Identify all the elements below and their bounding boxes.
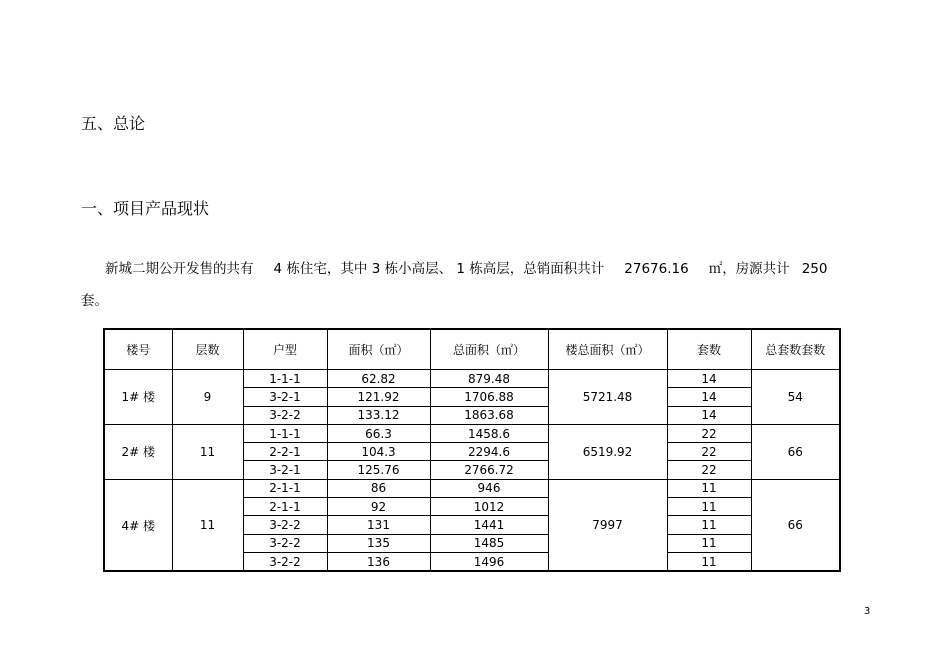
area-unit: ㎡ <box>708 261 723 277</box>
total-units-cell: 54 <box>751 370 840 425</box>
header-total-units: 总套数套数 <box>751 329 840 370</box>
total-units-cell: 66 <box>751 424 840 479</box>
unit-type-cell: 1-1-1 <box>243 370 327 388</box>
unit-count-cell: 14 <box>667 388 751 406</box>
para-text: 栋高层，总销面积共计 <box>469 261 605 277</box>
area-cell: 104.3 <box>327 443 430 461</box>
area-cell: 86 <box>327 479 430 497</box>
total-area-cell: 879.48 <box>430 370 548 388</box>
header-total-area: 总面积（㎡） <box>430 329 548 370</box>
units-table <box>103 328 841 572</box>
area-cell: 133.12 <box>327 406 430 424</box>
building-cell: 2# 楼 <box>104 424 172 479</box>
unit-count-cell: 22 <box>667 461 751 479</box>
area-cell: 135 <box>327 534 430 552</box>
total-area-cell: 1863.68 <box>430 406 548 424</box>
unit-count-cell: 22 <box>667 424 751 442</box>
area-cell: 136 <box>327 552 430 571</box>
para-text: 栋住宅，其中 <box>286 261 368 277</box>
unit-count-cell: 14 <box>667 370 751 388</box>
unit-count-cell: 11 <box>667 552 751 571</box>
summary-paragraph <box>81 253 861 317</box>
header-floors: 层数 <box>172 329 243 370</box>
unit-count-cell: 11 <box>667 516 751 534</box>
total-area-cell: 1441 <box>430 516 548 534</box>
floors-cell: 11 <box>172 479 243 571</box>
para-text: 新城二期公开发售的共有 <box>105 261 254 277</box>
header-area: 面积（㎡） <box>327 329 430 370</box>
para-text: 栋小高层、 <box>384 261 453 277</box>
total-units-cell: 66 <box>751 479 840 571</box>
area-cell: 121.92 <box>327 388 430 406</box>
total-area-cell: 2766.72 <box>430 461 548 479</box>
table-row <box>104 370 840 388</box>
high-rise-count: 1 <box>456 261 465 277</box>
total-area: 27676.16 <box>624 261 689 277</box>
unit-type-cell: 3-2-2 <box>243 516 327 534</box>
building-total-area-cell: 5721.48 <box>548 370 667 425</box>
unit-count-cell: 11 <box>667 534 751 552</box>
unit-count: 250 <box>801 261 828 277</box>
area-cell: 131 <box>327 516 430 534</box>
total-area-cell: 1706.88 <box>430 388 548 406</box>
area-cell: 66.3 <box>327 424 430 442</box>
unit-count-cell: 11 <box>667 479 751 497</box>
table-row <box>104 479 840 497</box>
total-area-cell: 946 <box>430 479 548 497</box>
unit-type-cell: 3-2-2 <box>243 534 327 552</box>
floors-cell: 11 <box>172 424 243 479</box>
unit-type-cell: 2-2-1 <box>243 443 327 461</box>
floors-cell: 9 <box>172 370 243 425</box>
total-area-cell: 1496 <box>430 552 548 571</box>
header-building-total-area: 楼总面积（㎡） <box>548 329 667 370</box>
area-cell: 125.76 <box>327 461 430 479</box>
unit-type-cell: 1-1-1 <box>243 424 327 442</box>
area-cell: 62.82 <box>327 370 430 388</box>
unit-type-cell: 2-1-1 <box>243 498 327 516</box>
building-cell: 1# 楼 <box>104 370 172 425</box>
unit-type-cell: 3-2-2 <box>243 552 327 571</box>
header-unit-type: 户型 <box>243 329 327 370</box>
total-area-cell: 1458.6 <box>430 424 548 442</box>
unit-type-cell: 3-2-1 <box>243 388 327 406</box>
unit-count-cell: 14 <box>667 406 751 424</box>
page-number: 3 <box>864 606 871 617</box>
unit-type-cell: 3-2-2 <box>243 406 327 424</box>
building-total-area-cell: 7997 <box>548 479 667 571</box>
subsection-title: 一、项目产品现状 <box>81 199 210 218</box>
total-area-cell: 1012 <box>430 498 548 516</box>
building-total-area-cell: 6519.92 <box>548 424 667 479</box>
total-area-cell: 2294.6 <box>430 443 548 461</box>
area-cell: 92 <box>327 498 430 516</box>
unit-type-cell: 3-2-1 <box>243 461 327 479</box>
header-unit-count: 套数 <box>667 329 751 370</box>
unit-type-cell: 2-1-1 <box>243 479 327 497</box>
para-text: ，房源共计 <box>722 261 790 277</box>
unit-count-cell: 11 <box>667 498 751 516</box>
table-header-row <box>104 329 840 370</box>
unit-count-cell: 22 <box>667 443 751 461</box>
para-text: 套。 <box>81 293 108 309</box>
building-count: 4 <box>273 261 283 277</box>
header-building: 楼号 <box>104 329 172 370</box>
total-area-cell: 1485 <box>430 534 548 552</box>
mid-rise-count: 3 <box>371 261 381 277</box>
section-title: 五、总论 <box>81 114 146 133</box>
table-row <box>104 424 840 442</box>
building-cell: 4# 楼 <box>104 479 172 571</box>
